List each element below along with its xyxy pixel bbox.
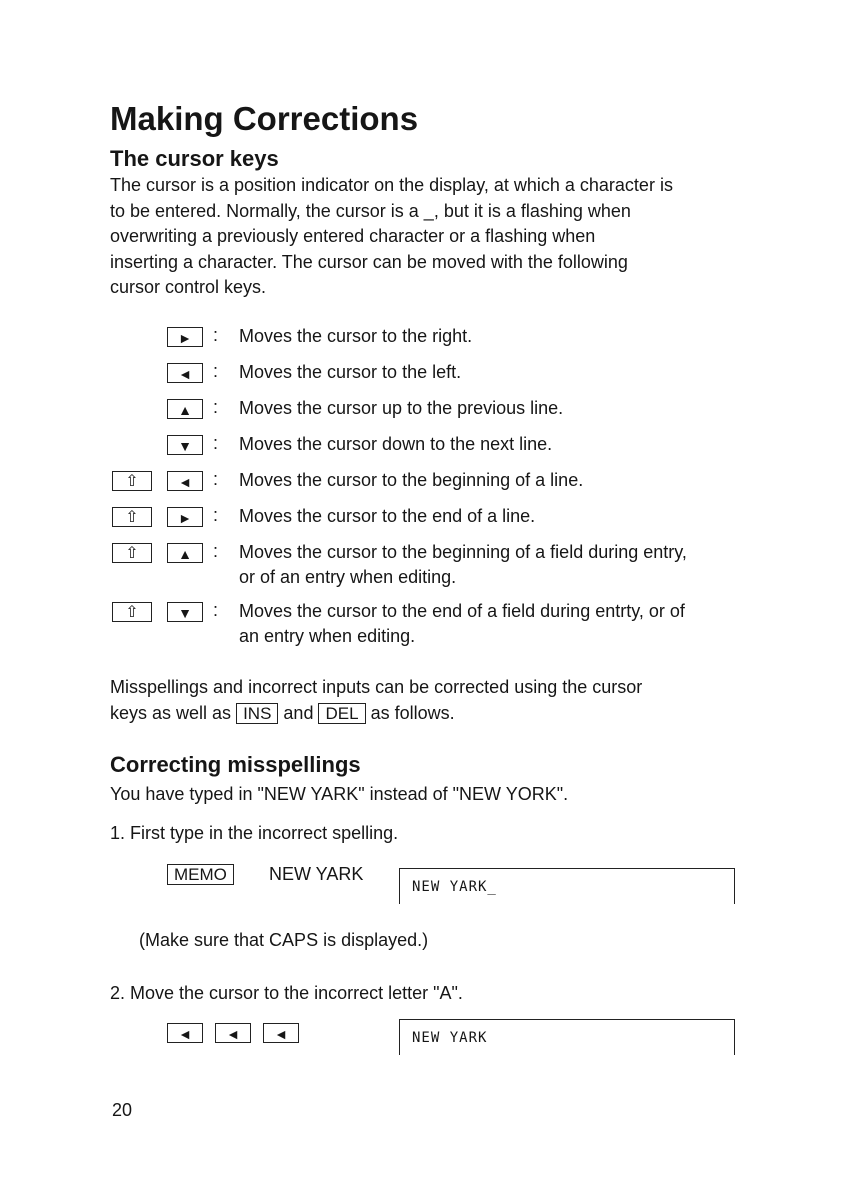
step-2-text: 2. Move the cursor to the incorrect letter "A".	[110, 983, 463, 1003]
shift-key: ⇧	[112, 543, 152, 563]
down-arrow-key: ▼	[167, 602, 203, 622]
key-description: Moves the cursor up to the previous line.	[239, 398, 564, 418]
text-line: inserting a character. The cursor can be moved with the following	[110, 251, 628, 272]
shift-key: ⇧	[112, 507, 152, 527]
section-heading-cursor-keys: The cursor keys	[110, 146, 279, 171]
left-arrow-key: ◄	[167, 471, 203, 491]
left-arrow-key: ◄	[167, 363, 203, 383]
left-arrow-key: ◄	[215, 1023, 251, 1043]
key-row	[0, 597, 851, 652]
down-arrow-key: ▼	[167, 435, 203, 455]
right-arrow-key: ►	[167, 327, 203, 347]
ins-key: INS	[236, 703, 278, 724]
key-row	[0, 430, 851, 460]
key-row	[0, 322, 851, 352]
display-text: NEW YARK_	[412, 879, 497, 895]
key-description: Moves the cursor to the end of a field during entrty, or of an entry when editing.	[239, 601, 685, 646]
text-line: The cursor is a position indicator on the display, at which a character is	[110, 175, 673, 195]
typed-input-text: NEW YARK	[269, 864, 364, 884]
left-arrow-key: ◄	[263, 1023, 299, 1043]
left-arrow-key: ◄	[167, 1023, 203, 1043]
text-line: Misspellings and incorrect inputs can be corrected using the cursor	[110, 677, 643, 697]
colon: :	[213, 433, 219, 453]
key-row	[0, 358, 851, 388]
key-row	[0, 394, 851, 424]
key-row	[0, 502, 851, 532]
section-heading-correcting-misspellings: Correcting misspellings	[110, 752, 361, 777]
key-description: Moves the cursor to the beginning of a field during entry, or of an entry when editing.	[239, 542, 687, 587]
misspelling-intro: You have typed in "NEW YARK" instead of "NEW YORK".	[110, 784, 569, 804]
text-line: overwriting a previously entered character or a flashing when	[110, 226, 596, 246]
colon: :	[213, 600, 219, 620]
lcd-display	[399, 1019, 735, 1055]
text-line: keys as well as INS and DEL as follows.	[110, 702, 455, 724]
display-text: NEW YARK	[412, 1030, 488, 1046]
shift-key: ⇧	[112, 471, 152, 491]
text-line: cursor control keys.	[110, 277, 267, 297]
key-description: Moves the cursor to the left.	[239, 362, 462, 382]
key-description: Moves the cursor to the end of a line.	[239, 506, 536, 526]
key-description: Moves the cursor to the beginning of a line.	[239, 470, 584, 490]
step-1-text: 1. First type in the incorrect spelling.	[110, 823, 399, 843]
key-description: Moves the cursor to the right.	[239, 326, 473, 346]
colon: :	[213, 361, 219, 381]
shift-key: ⇧	[112, 602, 152, 622]
cursor-intro-paragraph	[110, 173, 750, 301]
colon: :	[213, 505, 219, 525]
key-row	[0, 466, 851, 496]
colon: :	[213, 469, 219, 489]
up-arrow-key: ▲	[167, 543, 203, 563]
misspelling-paragraph	[110, 675, 750, 726]
lcd-display	[399, 868, 735, 904]
del-key: DEL	[318, 703, 365, 724]
caps-note: (Make sure that CAPS is displayed.)	[139, 930, 429, 950]
colon: :	[213, 541, 219, 561]
memo-key: MEMO	[167, 864, 234, 885]
colon: :	[213, 325, 219, 345]
key-row	[0, 538, 851, 593]
page-number: 20	[112, 1100, 133, 1120]
key-description: Moves the cursor down to the next line.	[239, 434, 553, 454]
right-arrow-key: ►	[167, 507, 203, 527]
page-title: Making Corrections	[110, 100, 419, 137]
colon: :	[213, 397, 219, 417]
up-arrow-key: ▲	[167, 399, 203, 419]
text-line: to be entered. Normally, the cursor is a _, but it is a flashing when	[110, 200, 631, 221]
